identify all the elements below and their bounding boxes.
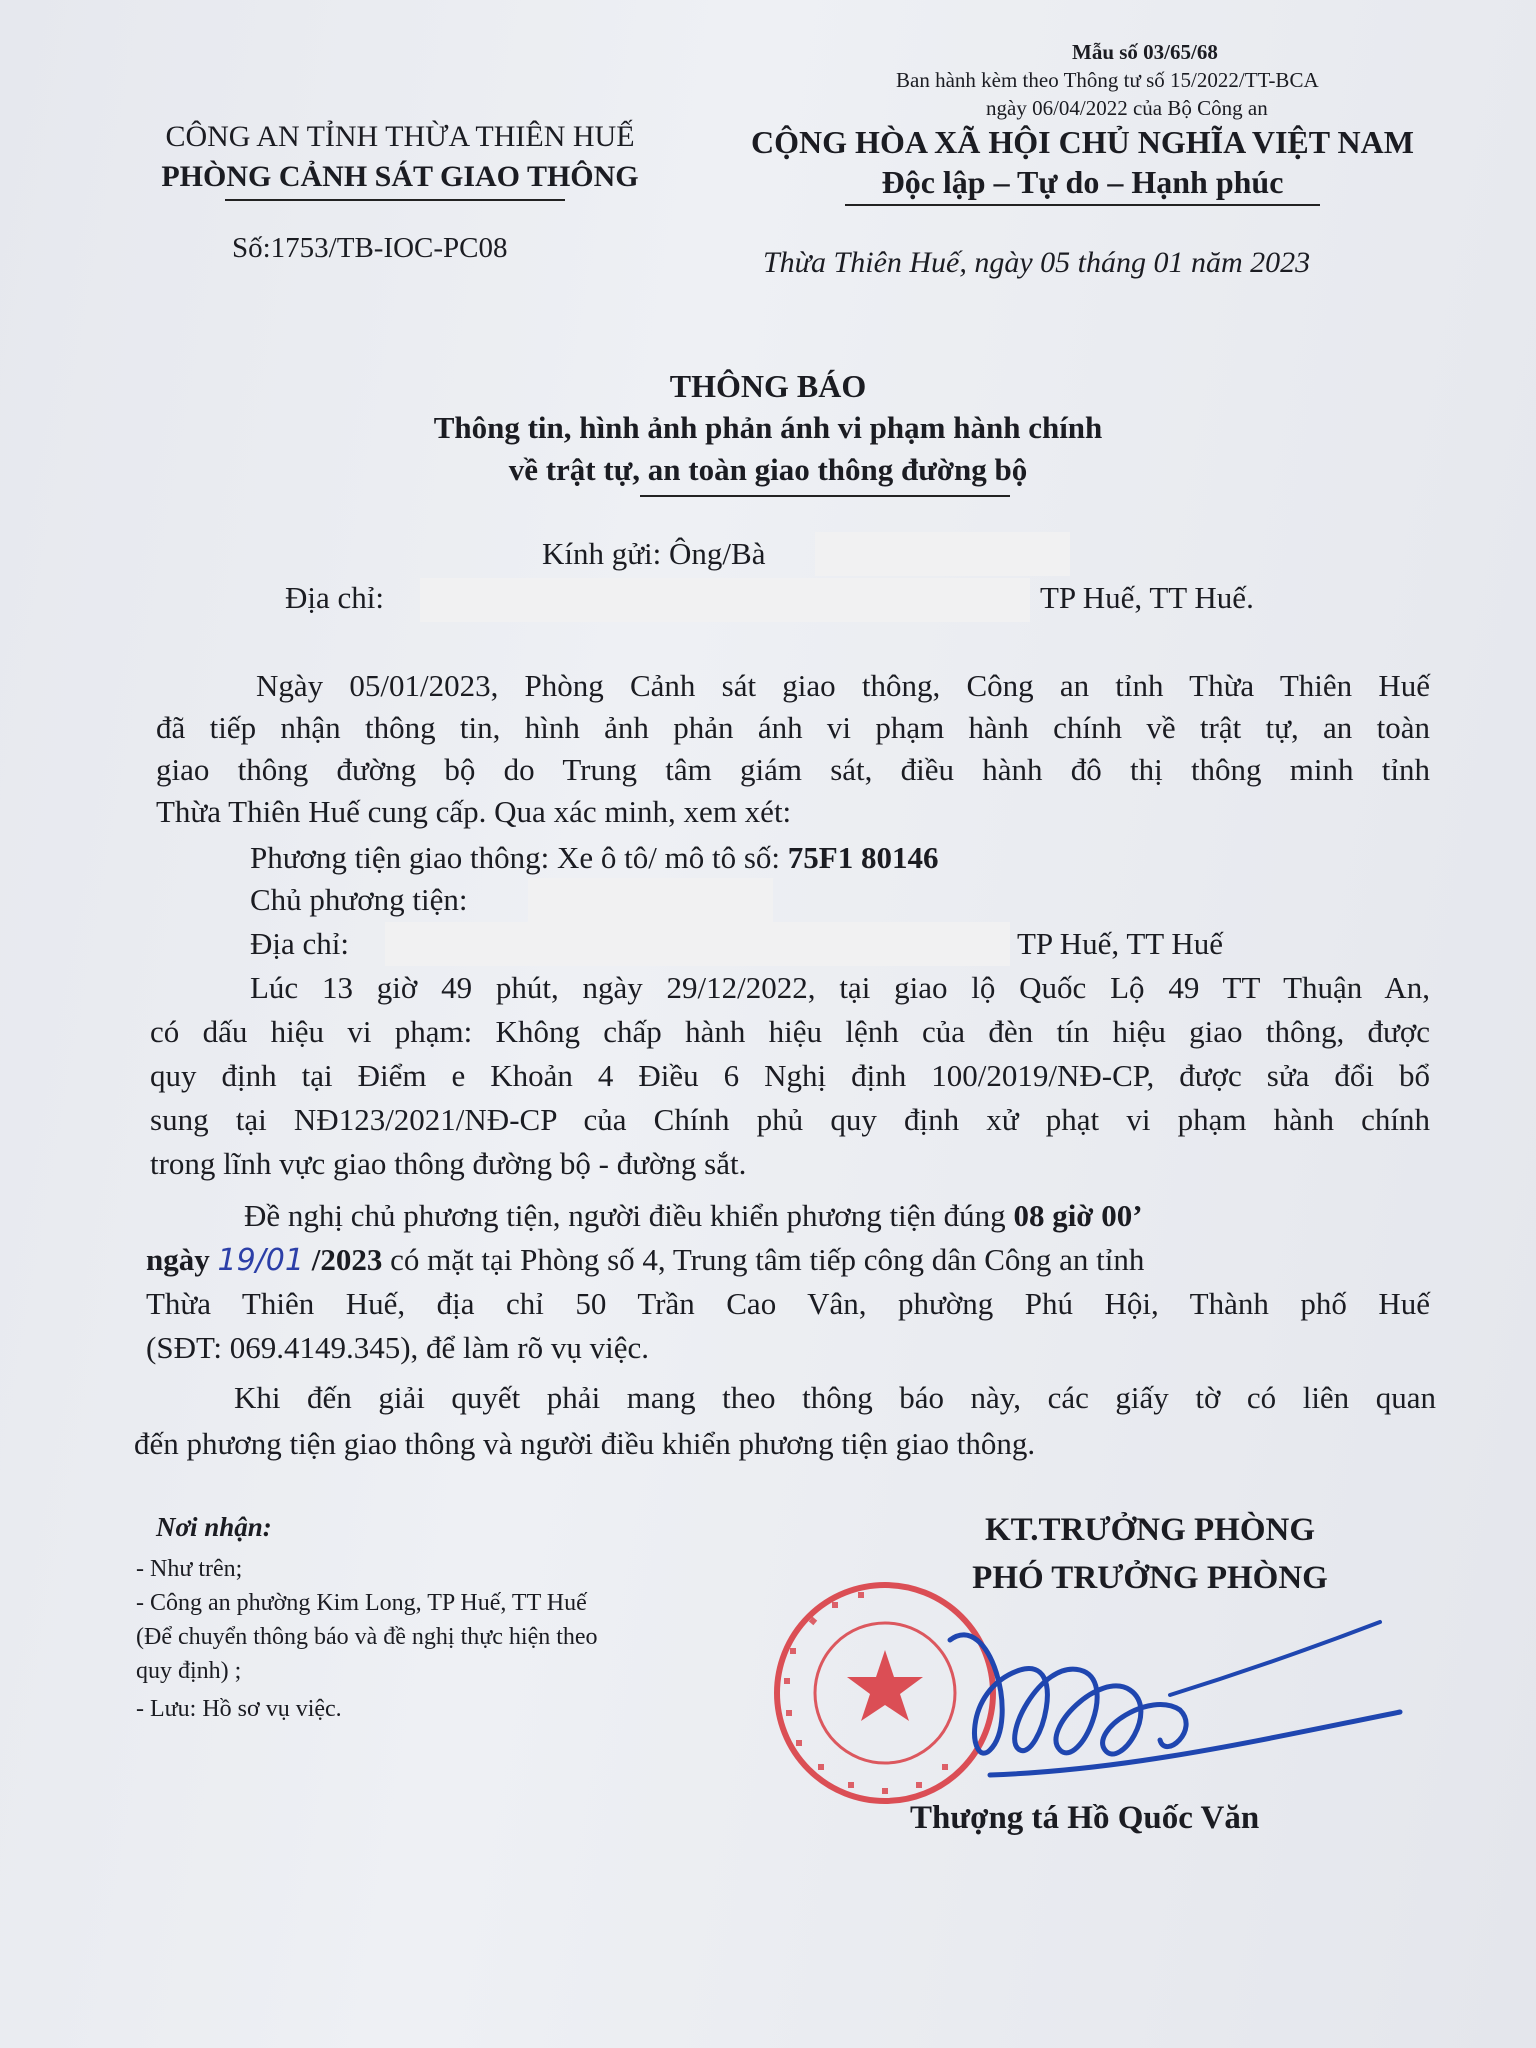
motto-underline: [845, 204, 1320, 206]
owner-address-label: Địa chỉ:: [250, 926, 349, 961]
document-title: THÔNG BÁO: [669, 368, 867, 404]
document-subtitle-2: về trật tự, an toàn giao thông đường bộ: [508, 452, 1028, 487]
national-motto: Độc lập – Tự do – Hạnh phúc: [881, 164, 1284, 200]
p2-line-2: có dấu hiệu vi phạm: Không chấp hành hiệu lệnh của đèn tín hiệu giao thông, được: [150, 1014, 1430, 1049]
place-date: Thừa Thiên Huế, ngày 05 tháng 01 năm 2023: [763, 246, 1311, 279]
p3-line-2-text: có mặt tại Phòng số 4, Trung tâm tiếp công dân Công an tỉnh: [390, 1242, 1145, 1277]
license-plate: 75F1 80146: [787, 840, 939, 875]
p2-line-1: Lúc 13 giờ 49 phút, ngày 29/12/2022, tại giao lộ Quốc Lộ 49 TT Thuận An,: [250, 970, 1430, 1005]
signer-name: Thượng tá Hồ Quốc Văn: [910, 1800, 1260, 1836]
agency-underline: [225, 199, 565, 201]
p3-line-3: Thừa Thiên Huế, địa chỉ 50 Trần Cao Vân, phường Phú Hội, Thành phố Huế: [146, 1286, 1430, 1321]
p2-line-3: quy định tại Điểm e Khoản 4 Điều 6 Nghị định 100/2019/NĐ-CP, được sửa đổi bổ: [150, 1058, 1430, 1093]
recipient-item-4: quy định) ;: [136, 1658, 242, 1684]
appointment-year: /2023: [311, 1242, 383, 1277]
vehicle-label: [250, 838, 938, 878]
vehicle-label-text: Phương tiện giao thông: Xe ô tô/ mô tô số:: [250, 840, 781, 875]
redacted-name: [815, 532, 1070, 576]
greeting: Kính gửi: Ông/Bà: [542, 536, 766, 571]
handwritten-date: 19/01: [217, 1243, 304, 1278]
nation-name: CỘNG HÒA XÃ HỘI CHỦ NGHĨA VIỆT NAM: [751, 124, 1414, 160]
p1-line-4: Thừa Thiên Huế cung cấp. Qua xác minh, xem xét:: [156, 794, 792, 829]
redacted-owner: [528, 878, 773, 922]
document-number: Số:1753/TB-IOC-PC08: [232, 232, 508, 264]
agency-parent: CÔNG AN TỈNH THỪA THIÊN HUẾ: [165, 120, 635, 153]
p3-line-1: [244, 1196, 1143, 1236]
recipient-item-1: - Như trên;: [136, 1556, 243, 1582]
document-subtitle-1: Thông tin, hình ảnh phản ánh vi phạm hành chính: [433, 410, 1103, 445]
title-underline: [640, 495, 1010, 497]
p2-line-5: trong lĩnh vực giao thông đường bộ - đường sắt.: [150, 1146, 747, 1181]
redacted-address: [420, 578, 1030, 622]
p1-line-3: giao thông đường bộ do Trung tâm giám sát, điều hành đô thị thông minh tỉnh: [156, 752, 1430, 787]
owner-address-city: TP Huế, TT Huế: [1017, 926, 1224, 961]
p4-line-1: Khi đến giải quyết phải mang theo thông báo này, các giấy tờ có liên quan: [234, 1380, 1436, 1415]
signer-role-1: KT.TRƯỞNG PHÒNG: [985, 1512, 1315, 1548]
address-city: TP Huế, TT Huế.: [1040, 580, 1254, 615]
p4-line-2: đến phương tiện giao thông và người điều khiển phương tiện giao thông.: [134, 1426, 1036, 1461]
appointment-time: 08 giờ 00’: [1013, 1198, 1143, 1233]
signer-role-2: PHÓ TRƯỞNG PHÒNG: [972, 1560, 1328, 1596]
p1-line-2: đã tiếp nhận thông tin, hình ảnh phản ánh vi phạm hành chính về trật tự, an toàn: [156, 710, 1430, 745]
form-issued-line-1: Ban hành kèm theo Thông tư số 15/2022/TT-BCA: [896, 68, 1319, 92]
p1-line-1: Ngày 05/01/2023, Phòng Cảnh sát giao thông, Công an tỉnh Thừa Thiên Huế: [256, 668, 1430, 703]
recipients-title: Nơi nhận:: [156, 1512, 272, 1542]
form-number: Mẫu số 03/65/68: [1072, 40, 1218, 64]
p3-line-2: [146, 1240, 1144, 1281]
address-label: Địa chỉ:: [285, 580, 384, 615]
appointment-day-label: ngày: [146, 1242, 210, 1277]
redacted-owner-address: [385, 922, 1010, 966]
recipient-item-2: - Công an phường Kim Long, TP Huế, TT Huế: [136, 1590, 587, 1616]
p3-line-4: (SĐT: 069.4149.345), để làm rõ vụ việc.: [146, 1330, 649, 1365]
p2-line-4: sung tại NĐ123/2021/NĐ-CP của Chính phủ quy định xử phạt vi phạm hành chính: [150, 1102, 1430, 1137]
p3-line-1-text: Đề nghị chủ phương tiện, người điều khiển phương tiện đúng: [244, 1198, 1006, 1233]
recipient-item-5: - Lưu: Hồ sơ vụ việc.: [136, 1696, 342, 1722]
signature-scribble-icon: [930, 1600, 1410, 1790]
agency-name: PHÒNG CẢNH SÁT GIAO THÔNG: [161, 160, 639, 193]
owner-label: Chủ phương tiện:: [250, 882, 468, 917]
form-issued-line-2: ngày 06/04/2022 của Bộ Công an: [986, 96, 1268, 120]
recipient-item-3: (Để chuyển thông báo và đề nghị thực hiện theo: [136, 1624, 598, 1650]
